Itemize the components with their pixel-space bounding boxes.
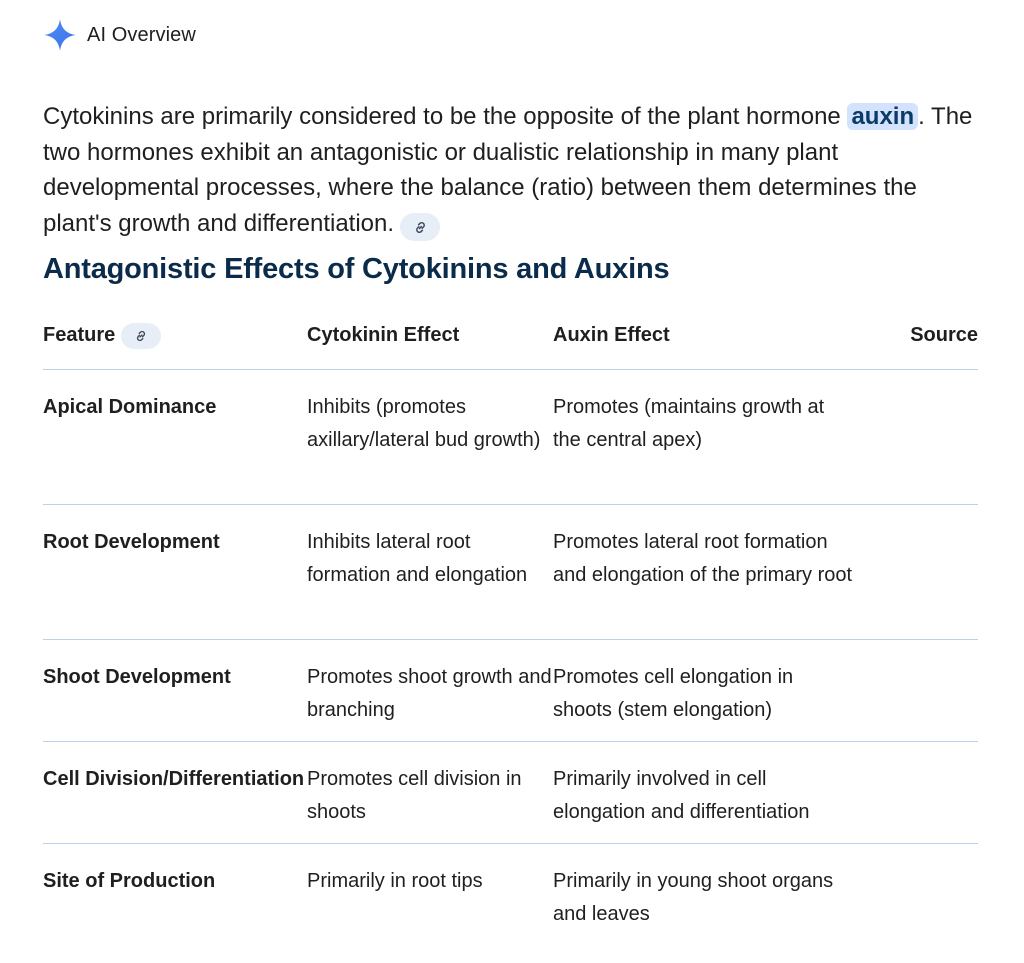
table-row (43, 370, 978, 505)
ai-overview-header (43, 18, 196, 52)
section-title: Antagonistic Effects of Cytokinins and Auxins (43, 253, 670, 285)
intro-text-after: . The two hormones exhibit an antagonistic or dualistic relationship in many plant developmental processes, where the balance (ratio) between them determines the plant's growth and differentiation. (43, 103, 973, 237)
cytokinin-cell: Primarily in root tips (307, 870, 483, 892)
feature-cell: Root Development (43, 531, 220, 553)
header-source: Source (910, 324, 978, 347)
cytokinin-cell: Promotes cell division in shoots (307, 768, 522, 823)
link-icon (413, 220, 428, 235)
link-icon (134, 329, 148, 343)
auxin-cell: Promotes lateral root formation and elongation of the primary root (553, 531, 853, 586)
table-row (43, 640, 978, 742)
cytokinin-cell: Promotes shoot growth and branching (307, 666, 552, 721)
feature-cell: Site of Production (43, 870, 216, 892)
table-row (43, 505, 978, 640)
header-feature (43, 319, 307, 352)
source-cell (853, 844, 978, 954)
intro-text-before: Cytokinins are primarily considered to be the opposite of the plant hormone (43, 103, 848, 130)
sparkle-icon (43, 18, 77, 52)
intro-source-link-button[interactable] (400, 213, 440, 241)
table-row (43, 742, 978, 844)
comparison-table (43, 302, 978, 954)
source-cell (853, 505, 978, 639)
auxin-cell: Primarily involved in cell elongation and differentiation (553, 768, 810, 823)
feature-cell: Apical Dominance (43, 396, 217, 418)
feature-cell: Cell Division/Differentiation (43, 768, 305, 790)
cytokinin-cell: Inhibits lateral root formation and elongation (307, 531, 528, 586)
feature-cell: Shoot Development (43, 666, 231, 688)
source-cell (853, 640, 978, 741)
auxin-cell: Promotes (maintains growth at the central apex) (553, 396, 825, 451)
table-source-link-button[interactable] (121, 323, 161, 349)
source-cell (853, 742, 978, 843)
cytokinin-cell: Inhibits (promotes axillary/lateral bud growth) (307, 396, 541, 451)
ai-overview-title: AI Overview (87, 23, 196, 46)
auxin-highlight-link[interactable]: auxin (847, 103, 918, 130)
intro-paragraph (43, 99, 978, 241)
header-cytokinin-effect: Cytokinin Effect (307, 324, 460, 347)
auxin-cell: Promotes cell elongation in shoots (stem elongation) (553, 666, 794, 721)
header-feature-label: Feature (43, 324, 116, 347)
table-header-row (43, 302, 978, 370)
header-auxin-effect: Auxin Effect (553, 324, 670, 347)
auxin-cell: Primarily in young shoot organs and leaves (553, 870, 834, 925)
table-row (43, 844, 978, 954)
source-cell (853, 370, 978, 504)
